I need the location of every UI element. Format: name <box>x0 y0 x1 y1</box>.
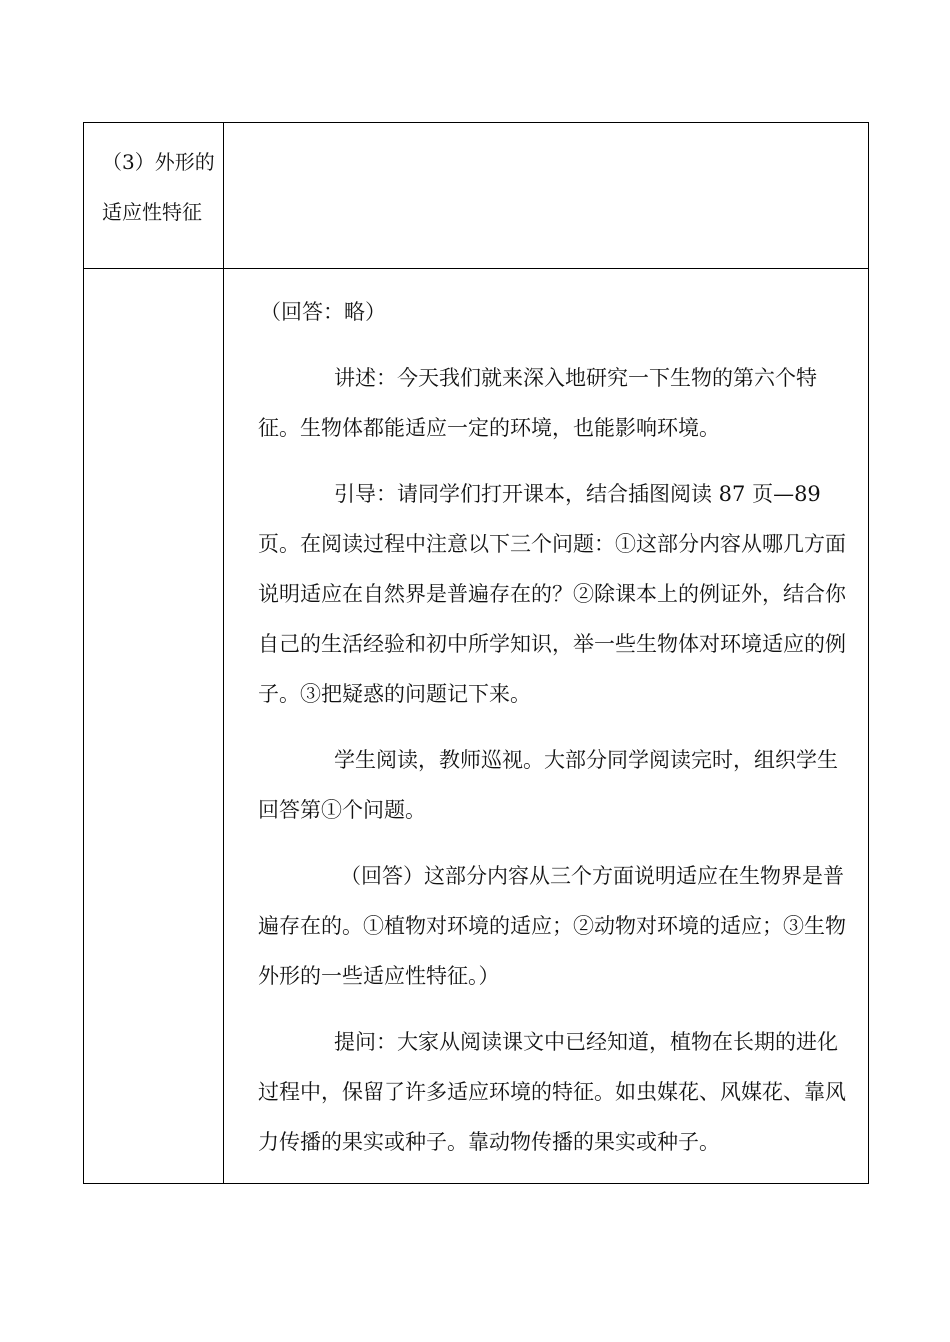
paragraph-question: 提问：大家从阅读课文中已经知道，植物在长期的进化过程中，保留了许多适应环境的特征。如虫媒花、风媒花、靠风力传播的果实或种子。靠动物传播的果实或种子。 <box>258 1030 846 1154</box>
paragraph-answer-omitted: （回答：略） <box>260 300 386 324</box>
topic-label <box>84 123 223 237</box>
paragraph-answer: （回答）这部分内容从三个方面说明适应在生物界是普遍存在的。①植物对环境的适应；②动物对环境的适应；③生物外形的一些适应性特征。） <box>258 864 846 988</box>
lesson-content <box>224 269 868 1167</box>
left-cell-empty <box>84 269 224 1184</box>
topic-label-line-2: 适应性特征 <box>102 200 202 224</box>
lesson-plan-table <box>83 122 869 1184</box>
paragraph-narration: 讲述：今天我们就来深入地研究一下生物的第六个特征。生物体都能适应一定的环境，也能影响环境。 <box>258 366 817 440</box>
topic-label-line-1: （3）外形的 <box>102 150 215 174</box>
paragraph-guidance: 引导：请同学们打开课本，结合插图阅读 87 页—89 页。在阅读过程中注意以下三个问题：①这部分内容从哪几方面说明适应在自然界是普遍存在的？②除课本上的例证外，结合你自己的生活经验和初中所学知识，举一些生物体对环境适应的例子。③把疑惑的问题记下来。 <box>258 482 846 706</box>
table-row <box>84 269 869 1184</box>
table-row <box>84 123 869 269</box>
left-cell-topic <box>84 123 224 269</box>
paragraph-student-reading: 学生阅读，教师巡视。大部分同学阅读完时，组织学生回答第①个问题。 <box>258 748 838 822</box>
right-cell-empty <box>224 123 869 269</box>
content-cell <box>224 269 869 1184</box>
